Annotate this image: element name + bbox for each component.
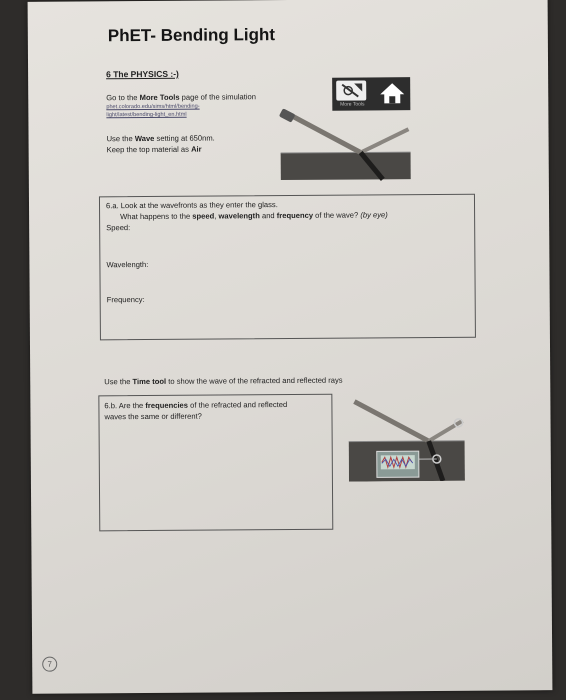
air-bold: Air bbox=[191, 144, 202, 154]
time-tool-diagram bbox=[348, 397, 465, 482]
question-6a-box bbox=[99, 194, 476, 341]
time-tool-text: Use the bbox=[104, 377, 133, 387]
q6a-sep2: and bbox=[259, 211, 277, 221]
frequency-bold: frequency bbox=[276, 210, 314, 221]
refraction-diagram bbox=[260, 77, 411, 182]
frequency-label: Frequency: bbox=[106, 295, 145, 305]
page-title: PhET- Bending Light bbox=[107, 25, 276, 46]
q6b-text: 6.b. Are the bbox=[104, 401, 146, 411]
worksheet-page bbox=[28, 0, 553, 694]
question-6a-line2 bbox=[120, 210, 388, 221]
simulation-screenshot-wave bbox=[260, 77, 411, 182]
sim-link-line2[interactable]: light/latest/bending-light_en.html bbox=[106, 111, 187, 119]
setup-text: Use the bbox=[106, 134, 135, 144]
page-number-circle: 7 bbox=[42, 657, 57, 672]
sim-link-line1[interactable]: phet.colorado.edu/sims/html/bending- bbox=[106, 103, 200, 111]
time-tool-instruction bbox=[104, 376, 342, 387]
question-6a-line1: 6.a. Look at the wavefronts as they enter the glass. bbox=[105, 200, 278, 211]
q6b-text-end: of the refracted and reflected bbox=[187, 400, 288, 410]
simulation-screenshot-time-tool bbox=[348, 397, 465, 482]
intro-line bbox=[106, 92, 256, 102]
q6a-text-end: of the wave? bbox=[312, 210, 361, 220]
wavelength-bold: wavelength bbox=[218, 211, 260, 221]
intro-text: Go to the bbox=[106, 93, 140, 103]
intro-text-end: page of the simulation bbox=[179, 92, 257, 102]
time-tool-text-end: to show the wave of the refracted and reflected rays bbox=[166, 375, 343, 386]
wavelength-label: Wavelength: bbox=[106, 259, 149, 270]
setup-text-2: Keep the top material as bbox=[106, 144, 192, 155]
setup-line-1 bbox=[107, 134, 215, 144]
setup-line-2 bbox=[107, 145, 202, 155]
speed-label: Speed: bbox=[106, 223, 131, 233]
more-tools-bold: More Tools bbox=[139, 92, 180, 103]
speed-bold: speed bbox=[192, 211, 215, 221]
question-6b-box bbox=[98, 394, 333, 532]
more-tools-label: More Tools bbox=[340, 101, 365, 108]
q6a-text: What happens to the bbox=[120, 211, 193, 222]
question-6b-line1 bbox=[104, 400, 287, 410]
wave-bold: Wave bbox=[134, 133, 155, 144]
q6a-sep1: , bbox=[214, 211, 219, 221]
frequencies-bold: frequencies bbox=[145, 400, 189, 411]
section-heading: 6 The PHYSICS :-) bbox=[106, 68, 179, 80]
time-tool-bold: Time tool bbox=[132, 376, 167, 387]
setup-text-end: setting at 650nm. bbox=[154, 133, 215, 143]
by-eye-italic: (by eye) bbox=[360, 210, 388, 220]
question-6b-line2: waves the same or different? bbox=[104, 411, 202, 422]
